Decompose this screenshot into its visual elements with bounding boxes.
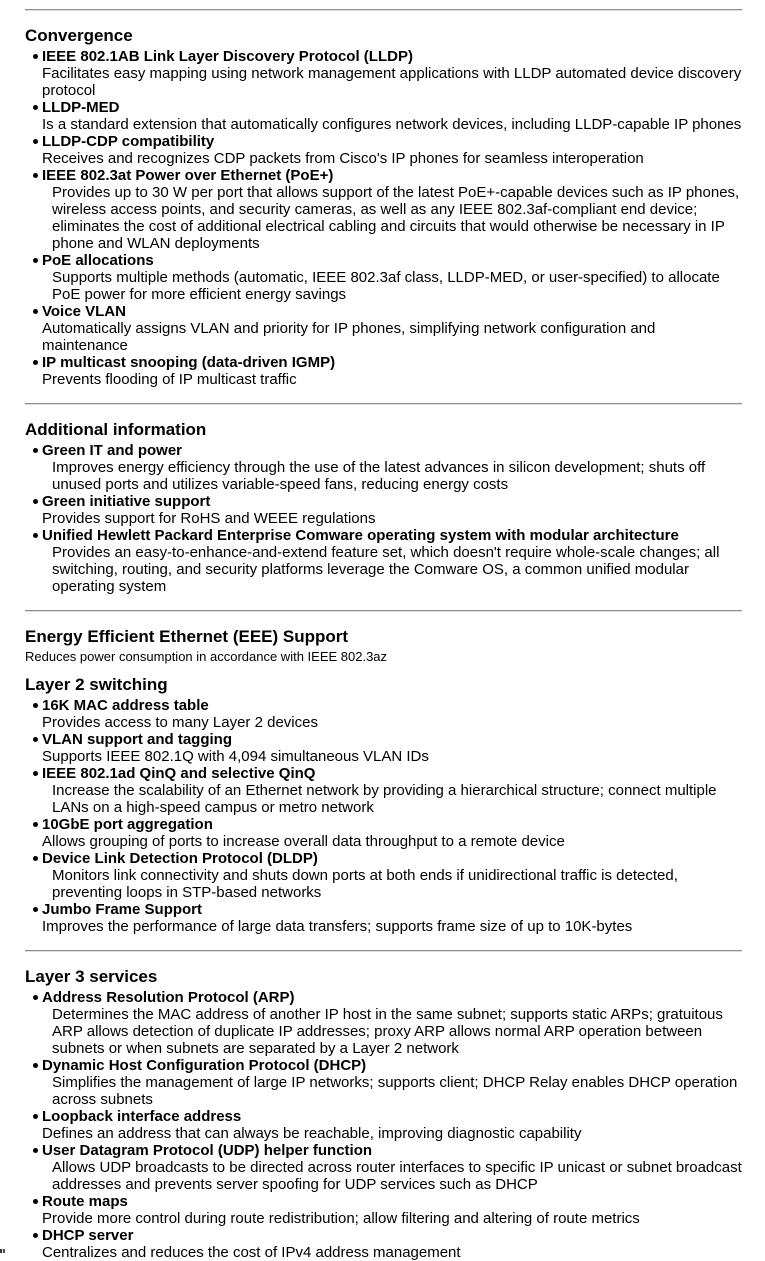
feature-title: Device Link Detection Protocol (DLDP) (42, 850, 318, 867)
section-heading: Layer 2 switching (25, 675, 168, 694)
bullet-icon (33, 173, 38, 178)
feature-description: Receives and recognizes CDP packets from Cisco's IP phones for seamless interoperation (42, 150, 644, 167)
bullet-icon (33, 856, 38, 861)
feature-title: Dynamic Host Configuration Protocol (DHCP) (42, 1057, 367, 1074)
feature-title: PoE allocations (42, 252, 154, 269)
screen-artifact (0, 1249, 6, 1253)
feature-item (25, 48, 742, 99)
feature-item (25, 493, 742, 527)
feature-description: Monitors link connectivity and shuts down ports at both ends if unidirectional traffic is detected, preventing loops in STP-based networks (52, 867, 678, 901)
feature-item (25, 901, 742, 935)
section-heading: Convergence (25, 26, 133, 45)
feature-list (25, 442, 742, 595)
bullet-icon (33, 1114, 38, 1119)
feature-description: Prevents flooding of IP multicast traffic (42, 371, 297, 388)
section-additional-information (25, 403, 742, 595)
bullet-icon (33, 771, 38, 776)
feature-description: Simplifies the management of large IP networks; supports client; DHCP Relay enables DHCP operation across subnets (52, 1074, 738, 1108)
section-layer2-switching (25, 675, 742, 935)
feature-title: DHCP server (42, 1227, 134, 1244)
feature-description: Increase the scalability of an Ethernet network by providing a hierarchical structure; connect multiple LANs on a high-speed campus or metro network (52, 782, 717, 816)
feature-item (25, 133, 742, 167)
feature-description: Automatically assigns VLAN and priority for IP phones, simplifying network configuration and maintenance (42, 320, 656, 354)
feature-title: Green IT and power (42, 442, 183, 459)
feature-item (25, 303, 742, 354)
feature-description: Defines an address that can always be reachable, improving diagnostic capability (42, 1125, 582, 1142)
feature-description: Facilitates easy mapping using network management applications with LLDP automated device discovery protocol (42, 65, 742, 99)
feature-title: LLDP-CDP compatibility (42, 133, 215, 150)
feature-item (25, 1108, 742, 1142)
bullet-icon (33, 995, 38, 1000)
feature-item (25, 765, 742, 816)
feature-item (25, 354, 742, 388)
bullet-icon (33, 907, 38, 912)
feature-item (25, 1142, 742, 1193)
feature-item (25, 527, 742, 595)
feature-title: User Datagram Protocol (UDP) helper function (42, 1142, 373, 1159)
bullet-icon (33, 258, 38, 263)
section-divider (25, 403, 742, 405)
section-heading: Additional information (25, 420, 207, 439)
section-divider (25, 950, 742, 952)
bullet-icon (33, 1233, 38, 1238)
bullet-icon (33, 139, 38, 144)
bullet-icon (33, 822, 38, 827)
feature-description: Is a standard extension that automatically configures network devices, including LLDP-capable IP phones (42, 116, 742, 133)
bullet-icon (33, 499, 38, 504)
feature-description: Provides support for RoHS and WEEE regulations (42, 510, 376, 527)
feature-title: IEEE 802.3at Power over Ethernet (PoE+) (42, 167, 334, 184)
section-intro: Reduces power consumption in accordance with IEEE 802.3az (25, 649, 388, 664)
feature-description: Improves the performance of large data transfers; supports frame size of up to 10K-bytes (42, 918, 633, 935)
feature-item (25, 1227, 742, 1261)
section-divider (25, 610, 742, 612)
section-convergence (25, 9, 742, 388)
feature-list (25, 48, 742, 388)
bullet-icon (33, 533, 38, 538)
feature-item (25, 252, 742, 303)
feature-description: Provides access to many Layer 2 devices (42, 714, 318, 731)
section-heading: Layer 3 services (25, 967, 158, 986)
feature-description: Allows grouping of ports to increase overall data throughput to a remote device (42, 833, 565, 850)
feature-description: Supports IEEE 802.1Q with 4,094 simultaneous VLAN IDs (42, 748, 429, 765)
feature-item (25, 99, 742, 133)
feature-title: Loopback interface address (42, 1108, 242, 1125)
feature-title: IEEE 802.1ad QinQ and selective QinQ (42, 765, 316, 782)
feature-item (25, 442, 742, 493)
feature-title: VLAN support and tagging (42, 731, 232, 748)
feature-item (25, 1057, 742, 1108)
feature-description: Supports multiple methods (automatic, IEEE 802.3af class, LLDP-MED, or user-specified) to allocate PoE power for more efficient energy savings (52, 269, 720, 303)
feature-list (25, 697, 742, 935)
bullet-icon (33, 737, 38, 742)
feature-title: Voice VLAN (42, 303, 126, 320)
bullet-icon (33, 1148, 38, 1153)
bullet-icon (33, 1199, 38, 1204)
feature-list (25, 989, 742, 1261)
feature-description: Provide more control during route redistribution; allow filtering and altering of route metrics (42, 1210, 640, 1227)
feature-title: 10GbE port aggregation (42, 816, 213, 833)
section-eee-support (25, 610, 742, 665)
bullet-icon (33, 309, 38, 314)
feature-title: 16K MAC address table (42, 697, 209, 714)
section-layer3-services (25, 950, 742, 1261)
feature-item (25, 989, 742, 1057)
feature-item (25, 816, 742, 850)
feature-description: Centralizes and reduces the cost of IPv4 address management (42, 1244, 461, 1261)
feature-title: Route maps (42, 1193, 128, 1210)
feature-title: Address Resolution Protocol (ARP) (42, 989, 295, 1006)
feature-item (25, 1193, 742, 1227)
feature-title: Unified Hewlett Packard Enterprise Comware operating system with modular architecture (42, 527, 679, 544)
section-divider (25, 9, 742, 11)
feature-description: Allows UDP broadcasts to be directed across router interfaces to specific IP unicast or subnet broadcast addresses and prevents server spoofing for UDP services such as DHCP (52, 1159, 742, 1193)
feature-item (25, 697, 742, 731)
feature-title: Green initiative support (42, 493, 211, 510)
feature-description: Determines the MAC address of another IP host in the same subnet; supports static ARPs; gratuitous ARP allows detection of duplicate IP addresses; proxy ARP allows normal ARP operation between subnets or when subnets are separated by a Layer 2 network (52, 1006, 723, 1057)
feature-item (25, 167, 742, 252)
feature-description: Provides up to 30 W per port that allows support of the latest PoE+-capable devices such as IP phones, wireless access points, and security cameras, as well as any IEEE 802.3af-compliant end device; eliminates the cost of additional electrical cabling and circuits that would otherwise be necessary in IP phone and WLAN deployments (52, 184, 740, 252)
bullet-icon (33, 703, 38, 708)
feature-title: LLDP-MED (42, 99, 120, 116)
feature-title: IP multicast snooping (data-driven IGMP) (42, 354, 336, 371)
feature-item (25, 850, 742, 901)
bullet-icon (33, 448, 38, 453)
feature-title: Jumbo Frame Support (42, 901, 203, 918)
bullet-icon (33, 105, 38, 110)
feature-title: IEEE 802.1AB Link Layer Discovery Protocol (LLDP) (42, 48, 413, 65)
feature-item (25, 731, 742, 765)
bullet-icon (33, 360, 38, 365)
bullet-icon (33, 1063, 38, 1068)
section-heading: Energy Efficient Ethernet (EEE) Support (25, 627, 349, 646)
feature-description: Provides an easy-to-enhance-and-extend feature set, which doesn't require whole-scale changes; all switching, routing, and security platforms leverage the Comware OS, a common unified modular operating system (52, 544, 720, 595)
bullet-icon (33, 54, 38, 59)
feature-description: Improves energy efficiency through the use of the latest advances in silicon development; shuts off unused ports and utilizes variable-speed fans, reducing energy costs (52, 459, 706, 493)
